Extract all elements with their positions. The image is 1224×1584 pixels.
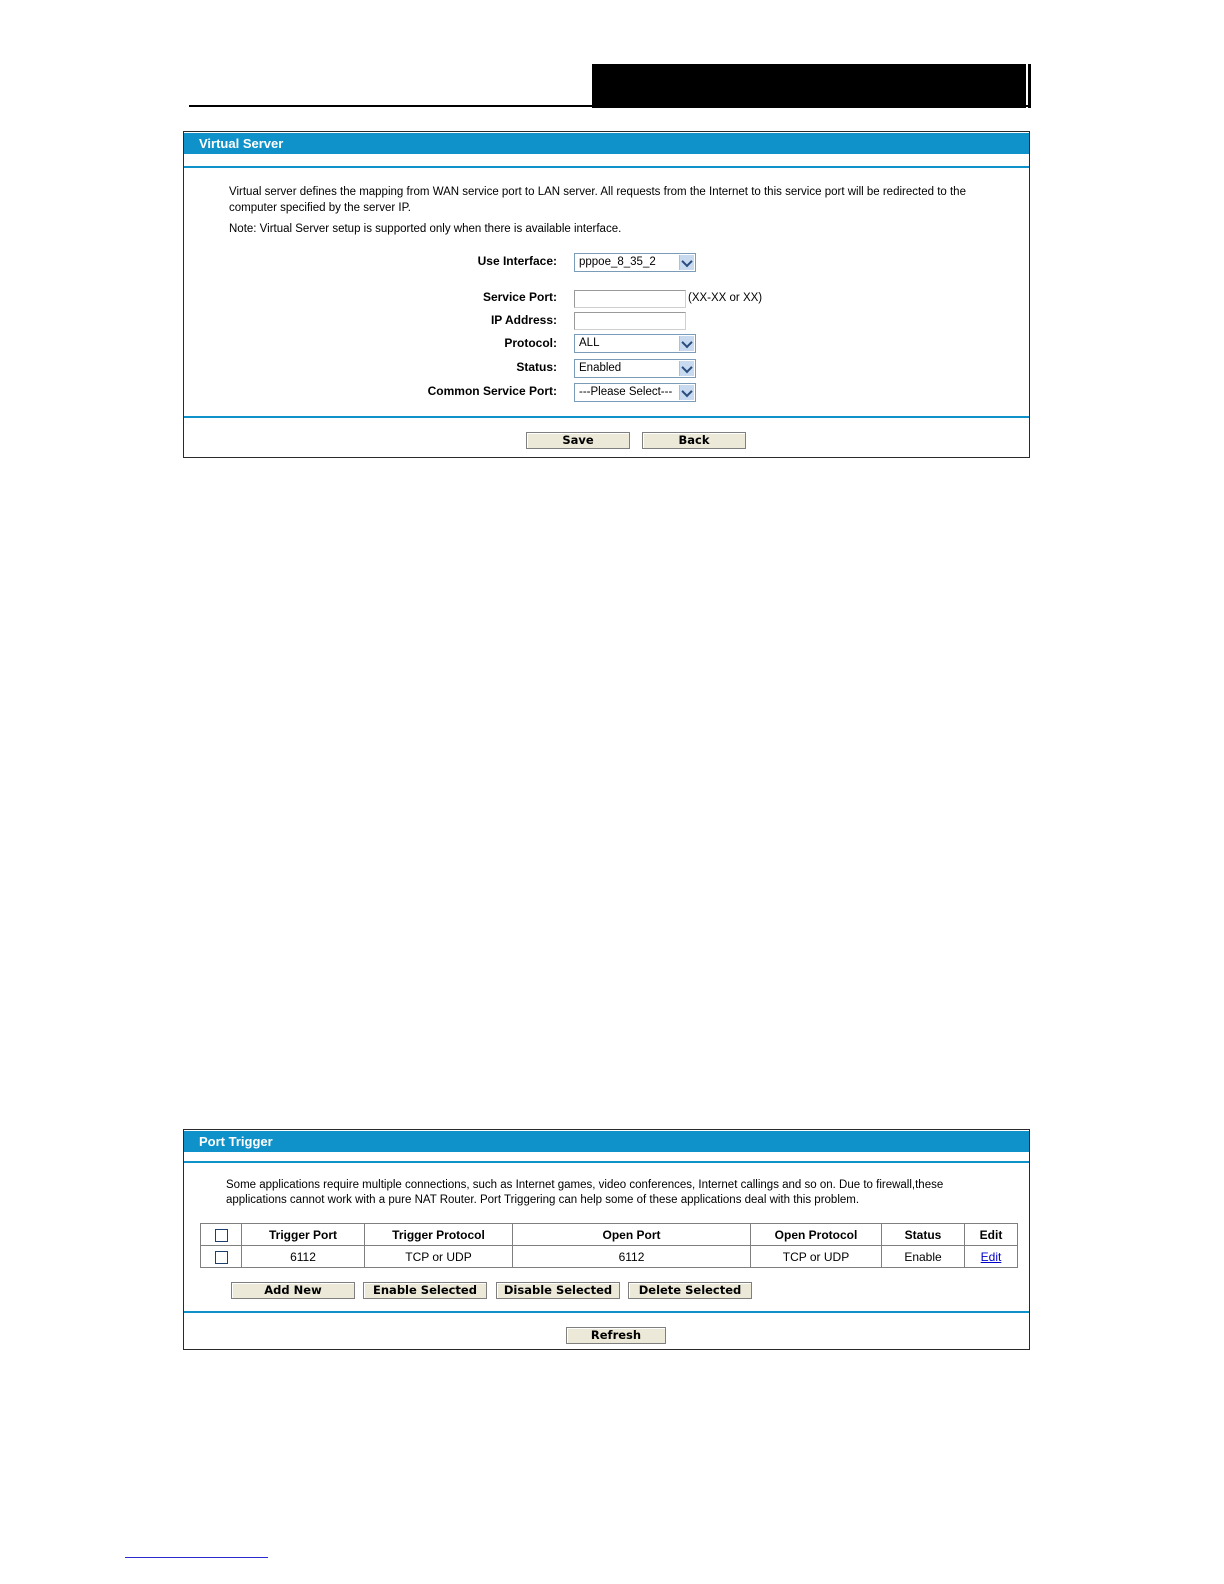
trigger-port-cell: 6112 (242, 1246, 365, 1268)
select-all-checkbox[interactable] (215, 1229, 228, 1242)
panel-separator (184, 166, 1029, 168)
table-row (201, 1246, 1018, 1268)
save-button[interactable]: Save (526, 432, 630, 449)
port-trigger-panel (183, 1129, 1030, 1350)
service-port-label: Service Port: (482, 290, 557, 304)
chevron-down-icon (679, 255, 694, 270)
chevron-down-icon (679, 361, 694, 376)
port-trigger-table (200, 1223, 1018, 1268)
status-cell: Enable (882, 1246, 965, 1268)
description-line-1: Virtual server defines the mapping from WAN service port to LAN server. All requests from the Internet to this service port will be redirected to the (229, 186, 966, 198)
ip-address-label: IP Address: (490, 313, 557, 327)
description-line-1: Some applications require multiple connections, such as Internet games, video conferences, Internet callings and so on. Due to firewall,these (226, 1179, 944, 1191)
header-bar-edge (1028, 64, 1031, 108)
use-interface-value: pppoe_8_35_2 (579, 256, 656, 268)
common-service-port-value: ---Please Select--- (579, 386, 673, 398)
open-protocol-cell: TCP or UDP (751, 1246, 882, 1268)
status-select[interactable] (574, 359, 696, 378)
column-header: Trigger Protocol (365, 1224, 513, 1246)
footer-link-underline (125, 1557, 268, 1558)
table-header-row (201, 1224, 1018, 1246)
trigger-protocol-cell: TCP or UDP (365, 1246, 513, 1268)
ip-address-input[interactable] (574, 312, 686, 330)
panel-separator (184, 1311, 1029, 1313)
status-value: Enabled (579, 362, 622, 374)
common-service-port-label: Common Service Port: (427, 384, 557, 398)
open-port-cell: 6112 (513, 1246, 751, 1268)
common-service-port-select[interactable] (574, 383, 696, 402)
panel-separator (184, 1161, 1029, 1163)
enable-selected-button[interactable]: Enable Selected (363, 1282, 487, 1299)
service-port-input[interactable] (574, 290, 686, 308)
back-button[interactable]: Back (642, 432, 746, 449)
protocol-label: Protocol: (504, 336, 557, 350)
edit-cell (965, 1246, 1018, 1268)
delete-selected-button[interactable]: Delete Selected (628, 1282, 752, 1299)
select-all-cell (201, 1224, 242, 1246)
panel-separator (184, 416, 1029, 418)
chevron-down-icon (679, 336, 694, 351)
refresh-button[interactable]: Refresh (566, 1327, 666, 1344)
panel-title: Virtual Server (184, 133, 1029, 154)
column-header: Edit (965, 1224, 1018, 1246)
use-interface-select[interactable] (574, 253, 696, 272)
protocol-value: ALL (579, 337, 600, 349)
service-port-hint: (XX-XX or XX) (688, 292, 763, 304)
panel-title: Port Trigger (184, 1131, 1029, 1152)
note-text: Note: Virtual Server setup is supported only when there is available interface. (229, 223, 622, 235)
add-new-button[interactable]: Add New (231, 1282, 355, 1299)
status-label: Status: (516, 360, 557, 374)
header-rule (189, 105, 1031, 107)
column-header: Status (882, 1224, 965, 1246)
virtual-server-panel (183, 131, 1030, 458)
row-checkbox[interactable] (215, 1251, 228, 1264)
edit-link[interactable]: Edit (980, 1249, 1002, 1264)
column-header: Trigger Port (242, 1224, 365, 1246)
use-interface-label: Use Interface: (477, 254, 557, 268)
header-black-bar (592, 64, 1026, 108)
column-header: Open Protocol (751, 1224, 882, 1246)
protocol-select[interactable] (574, 334, 696, 353)
description-line-2: applications cannot work with a pure NAT Router. Port Triggering can help some of these applications deal with this problem. (226, 1194, 860, 1206)
row-select-cell (201, 1246, 242, 1268)
chevron-down-icon (679, 385, 694, 400)
disable-selected-button[interactable]: Disable Selected (496, 1282, 620, 1299)
column-header: Open Port (513, 1224, 751, 1246)
description-line-2: computer specified by the server IP. (229, 202, 411, 214)
